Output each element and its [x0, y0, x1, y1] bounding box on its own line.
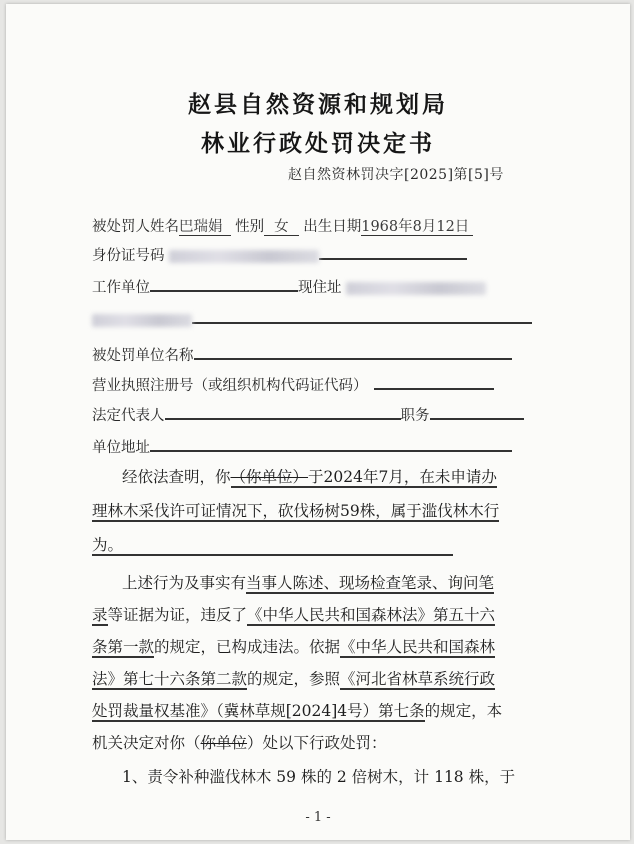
dob-value: 1968年8月12日	[361, 219, 473, 236]
person-info-row	[92, 215, 473, 236]
penalty-item-1: 1、责令补种滥伐林木 59 株的 2 倍树木，计 118 株，于	[122, 768, 516, 786]
document-number: 赵自然资林罚决字[2025]第[5]号	[288, 167, 504, 183]
rep-blank-line	[165, 404, 401, 420]
address-redacted	[346, 282, 486, 295]
org-name-row	[92, 344, 512, 365]
license-blank-line	[374, 374, 494, 390]
facts-text: 经依法查明，你	[122, 468, 231, 486]
basis-law-1: 《中华人民共和国森林法》第五十六	[247, 606, 496, 624]
org-address-blank-line	[150, 436, 512, 452]
facts-line-3	[92, 530, 453, 560]
facts-handwritten-3: 为。	[92, 536, 453, 556]
name-value: 巴瑞娟	[179, 219, 231, 236]
org-name-label: 被处罚单位名称	[92, 348, 194, 364]
gender-value: 女	[264, 219, 299, 236]
position-blank-line	[430, 404, 524, 420]
work-address-row	[92, 276, 486, 297]
basis-line-2	[92, 600, 495, 630]
license-row	[92, 374, 494, 395]
rep-label: 法定代表人	[92, 408, 165, 424]
basis-struck: 你单位	[200, 734, 248, 752]
id-label: 身份证号码	[92, 248, 165, 264]
basis-law-1b: 条第一款	[92, 638, 155, 656]
basis-text-4: 的规定，参照	[247, 670, 341, 688]
id-blank-line	[319, 244, 467, 260]
basis-standard-b: 处罚裁量权基准》（冀林草规[2024]4号）第七条	[92, 702, 425, 720]
basis-evidence-2: 录	[92, 606, 108, 624]
address-label: 现住址	[298, 280, 342, 296]
org-name-blank-line	[194, 344, 512, 360]
basis-standard: 《河北省林草系统行政	[340, 670, 496, 688]
name-label: 被处罚人姓名	[92, 219, 179, 235]
issuer-title: 赵县自然资源和规划局	[188, 91, 448, 118]
address-continued-row	[92, 308, 532, 328]
facts-struck: （你单位）	[230, 468, 309, 486]
basis-text-6b: ）处以下行政处罚：	[247, 734, 387, 752]
basis-line-6	[92, 728, 387, 758]
basis-line-1	[122, 568, 494, 598]
position-label: 职务	[400, 408, 430, 424]
facts-handwritten: 于2024年7月，在未申请办	[308, 468, 497, 486]
document-type-title: 林业行政处罚决定书	[201, 130, 435, 157]
basis-text-6: 机关决定对你（	[92, 734, 201, 752]
basis-text-2: 等证据为证，违反了	[107, 606, 248, 624]
basis-line-4	[92, 664, 495, 694]
facts-line-2	[92, 496, 499, 526]
page-number: - 1 -	[305, 810, 331, 825]
facts-handwritten-2: 理林木采伐许可证情况下，砍伐杨树59株，属于滥伐林木行	[92, 502, 500, 520]
dob-label: 出生日期	[303, 219, 362, 235]
gender-label: 性别	[235, 219, 265, 235]
representative-row	[92, 404, 524, 425]
basis-text: 上述行为及事实有	[122, 574, 247, 592]
address-blank-line	[192, 308, 532, 324]
basis-law-2: 《中华人民共和国森林	[340, 638, 496, 656]
org-address-label: 单位地址	[92, 440, 150, 456]
work-blank-line	[150, 276, 298, 292]
basis-text-3: 的规定，已构成违法。依据	[154, 638, 341, 656]
work-label: 工作单位	[92, 280, 150, 296]
basis-text-5: 的规定，本	[424, 702, 503, 720]
id-redacted	[169, 250, 319, 263]
basis-line-5	[92, 696, 502, 726]
license-label: 营业执照注册号（或组织机构代码证代码）	[92, 378, 368, 394]
basis-evidence: 当事人陈述、现场检查笔录、询问笔	[246, 574, 495, 592]
org-address-row	[92, 436, 512, 457]
basis-law-2b: 法》第七十六条第二款	[92, 670, 248, 688]
facts-line-1	[122, 462, 497, 492]
basis-line-3	[92, 632, 495, 662]
address-redacted-2	[92, 314, 192, 327]
document-page	[6, 4, 630, 840]
id-row	[92, 244, 467, 265]
